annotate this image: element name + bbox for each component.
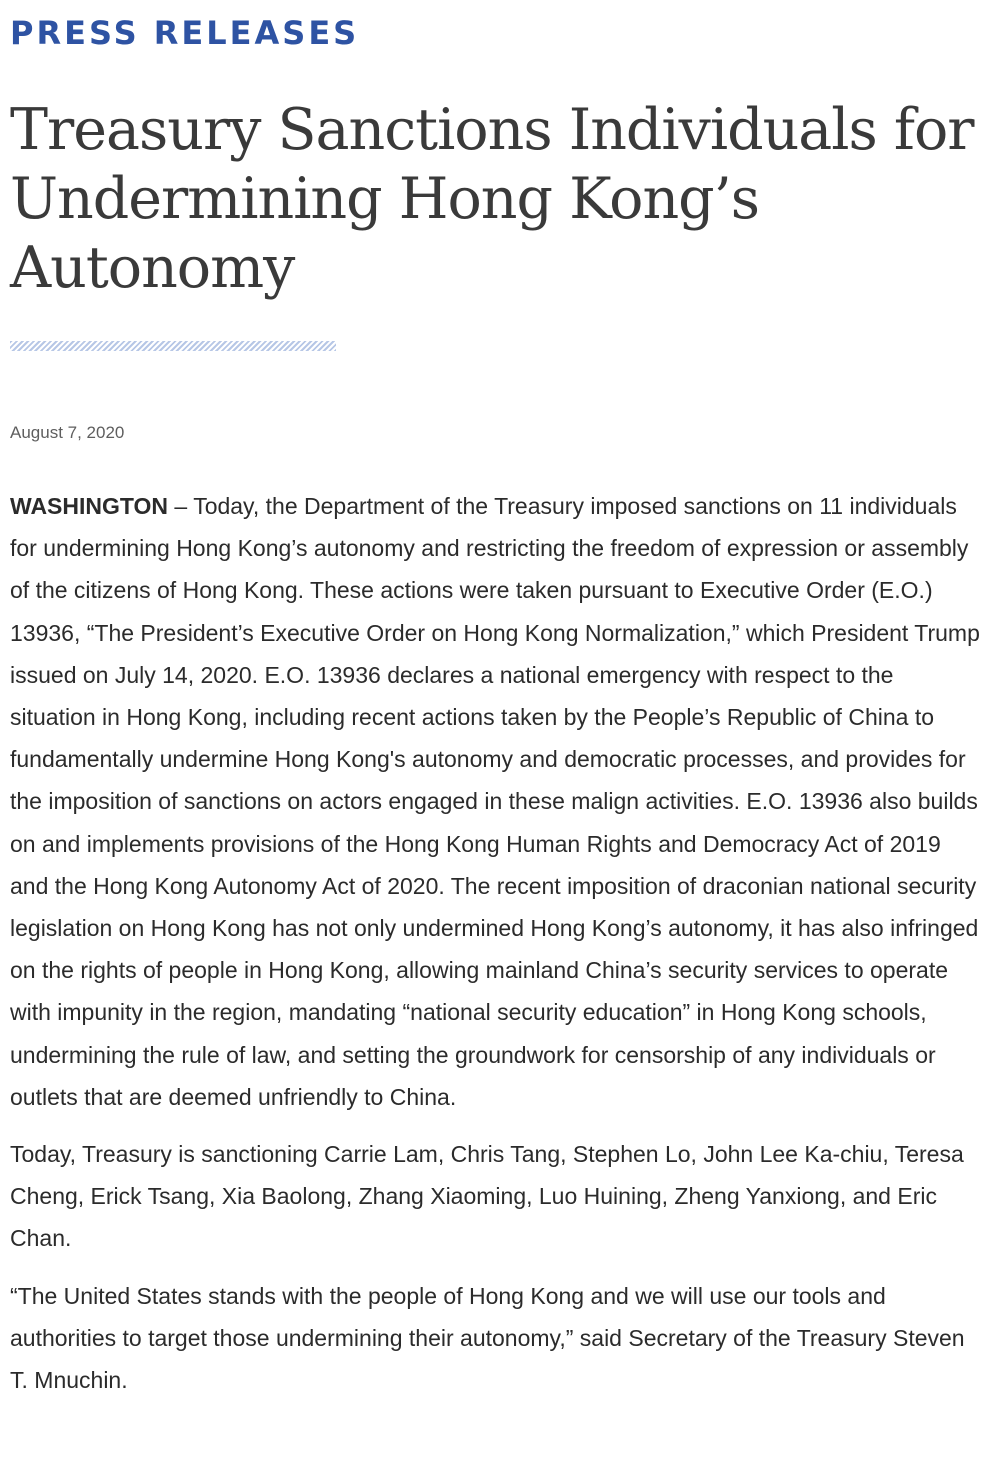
section-label-link[interactable]: PRESS RELEASES — [10, 14, 360, 52]
paragraph-3: “The United States stands with the people of Hong Kong and we will use our tools and authorities to target those undermining their autonomy,” said Secretary of the Treasury Steven T. Mnuchin. — [10, 1282, 965, 1394]
page-title: Treasury Sanctions Individuals for Undermining Hong Kong’s Autonomy — [10, 97, 974, 301]
publish-date: August 7, 2020 — [10, 423, 125, 442]
paragraph-1 — [10, 485, 982, 1118]
paragraph-2: Today, Treasury is sanctioning Carrie Lam, Chris Tang, Stephen Lo, John Lee Ka-chiu, Teresa Cheng, Erick Tsang, Xia Baolong, Zhang Xiaoming, Luo Huining, Zheng Yanxiong, and Eric Chan. — [10, 1141, 964, 1252]
dateline: WASHINGTON — [10, 493, 169, 519]
title-divider — [10, 341, 336, 351]
article-body — [10, 485, 982, 1416]
paragraph-1-text: – Today, the Department of the Treasury imposed sanctions on 11 individuals for undermining Hong Kong’s autonomy and restricting the freedom of expression or assembly of the citizens of Hong Kong. These actions were taken pursuant to Executive Order (E.O.) 13936, “The President’s Executive Order on Hong Kong Normalization,” which President Trump issued on July 14, 2020. E.O. 13936 declares a national emergency with respect to the situation in Hong Kong, including recent actions taken by the People’s Republic of China to fundamentally undermine Hong Kong's autonomy and democratic processes, and provides for the imposition of sanctions on actors engaged in these malign activities. E.O. 13936 also builds on and implements provisions of the Hong Kong Human Rights and Democracy Act of 2019 and the Hong Kong Autonomy Act of 2020. The recent imposition of draconian national security legislation on Hong Kong has not only undermined Hong Kong’s autonomy, it has also infringed on the rights of people in Hong Kong, allowing mainland China’s security services to operate with impunity in the region, mandating “national security education” in Hong Kong schools, undermining the rule of law, and setting the groundwork for censorship of any individuals or outlets that are deemed unfriendly to China. — [10, 493, 980, 1110]
